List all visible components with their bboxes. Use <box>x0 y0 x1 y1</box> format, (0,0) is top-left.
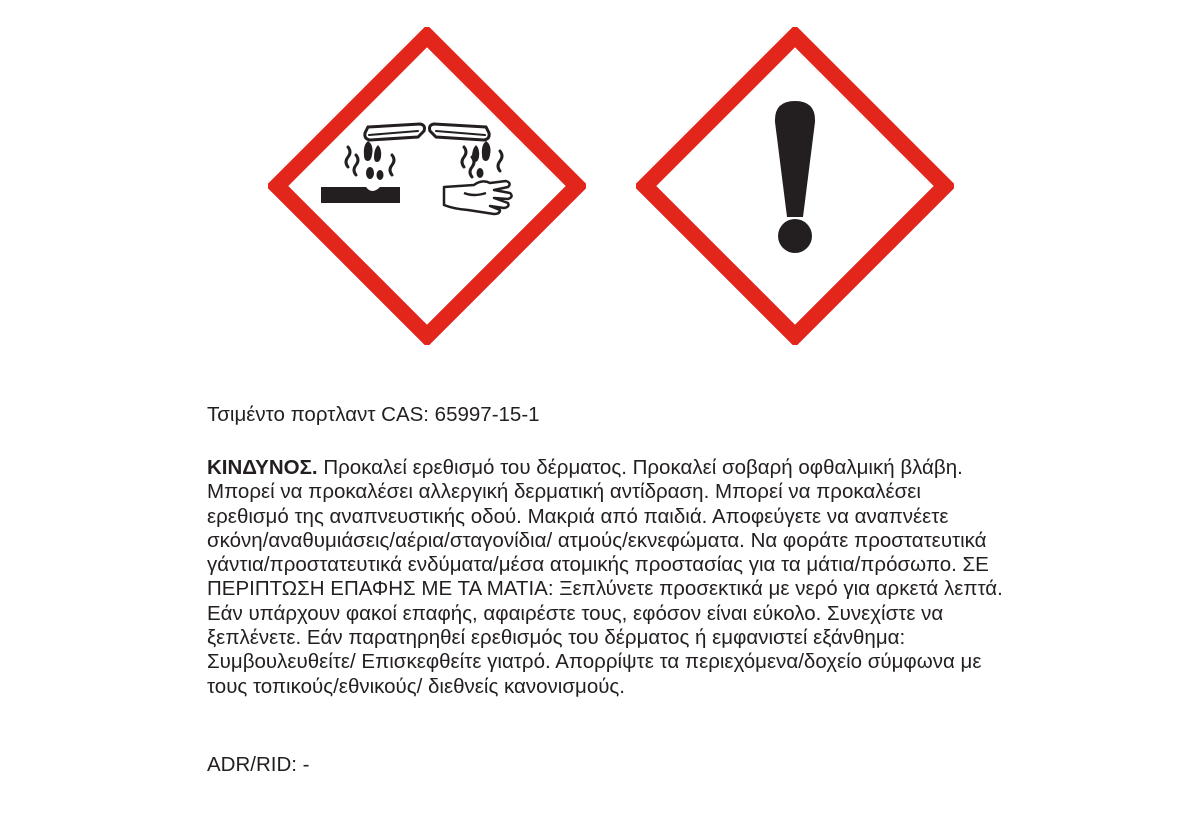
transport-classification <box>207 753 1007 777</box>
corrosion-icon <box>268 27 586 345</box>
hazard-statement <box>207 456 1007 699</box>
adr-rid-text: ADR/RID: - <box>207 753 310 776</box>
exclamation-mark-icon <box>636 27 954 345</box>
exclamation-pictogram <box>636 27 954 345</box>
signal-word: ΚΙΝΔΥΝΟΣ. <box>207 456 318 479</box>
product-line-text: Τσιμέντο πορτλαντ CAS: 65997-15-1 <box>207 403 540 426</box>
hazard-body-text: Προκαλεί ερεθισμό του δέρματος. Προκαλεί σοβαρή οφθαλμική βλάβη. Μπορεί να προκαλέσει αλλεργική δερματική αντίδραση. Μπορεί να προκαλέσει ερεθισμό της αναπνευστικής οδού. Μακριά από παιδιά. Αποφεύγετε να αναπνέετε σκόνη/αναθυμιάσεις/αέρια/σταγονίδια/ ατμούς/εκνεφώματα. Να φοράτε προστατευτικά γάντια/προστατευτικά ενδύματα/μέσα ατομικής προστασίας για τα μάτια/πρόσωπο. ΣΕ ΠΕΡΙΠΤΩΣΗ ΕΠΑΦΗΣ ΜΕ ΤΑ ΜΑΤΙΑ: Ξεπλύνετε προσεκτικά με νερό για αρκετά λεπτά. Εάν υπάρχουν φακοί επαφής, αφαιρέστε τους, εφόσον είναι εύκολο. Συνεχίστε να ξεπλένετε. Εάν παρατηρηθεί ερεθισμός του δέρματος ή εμφανιστεί εξάνθημα: Συμβουλευθείτε/ Επισκεφθείτε γιατρό. Απορρίψτε τα περιεχόμενα/δοχείο σύμφωνα με τους τοπικούς/εθνικούς/ διεθνείς κανονισμούς. <box>207 456 1003 698</box>
corrosion-pictogram <box>268 27 586 345</box>
product-identifier <box>207 403 1007 427</box>
